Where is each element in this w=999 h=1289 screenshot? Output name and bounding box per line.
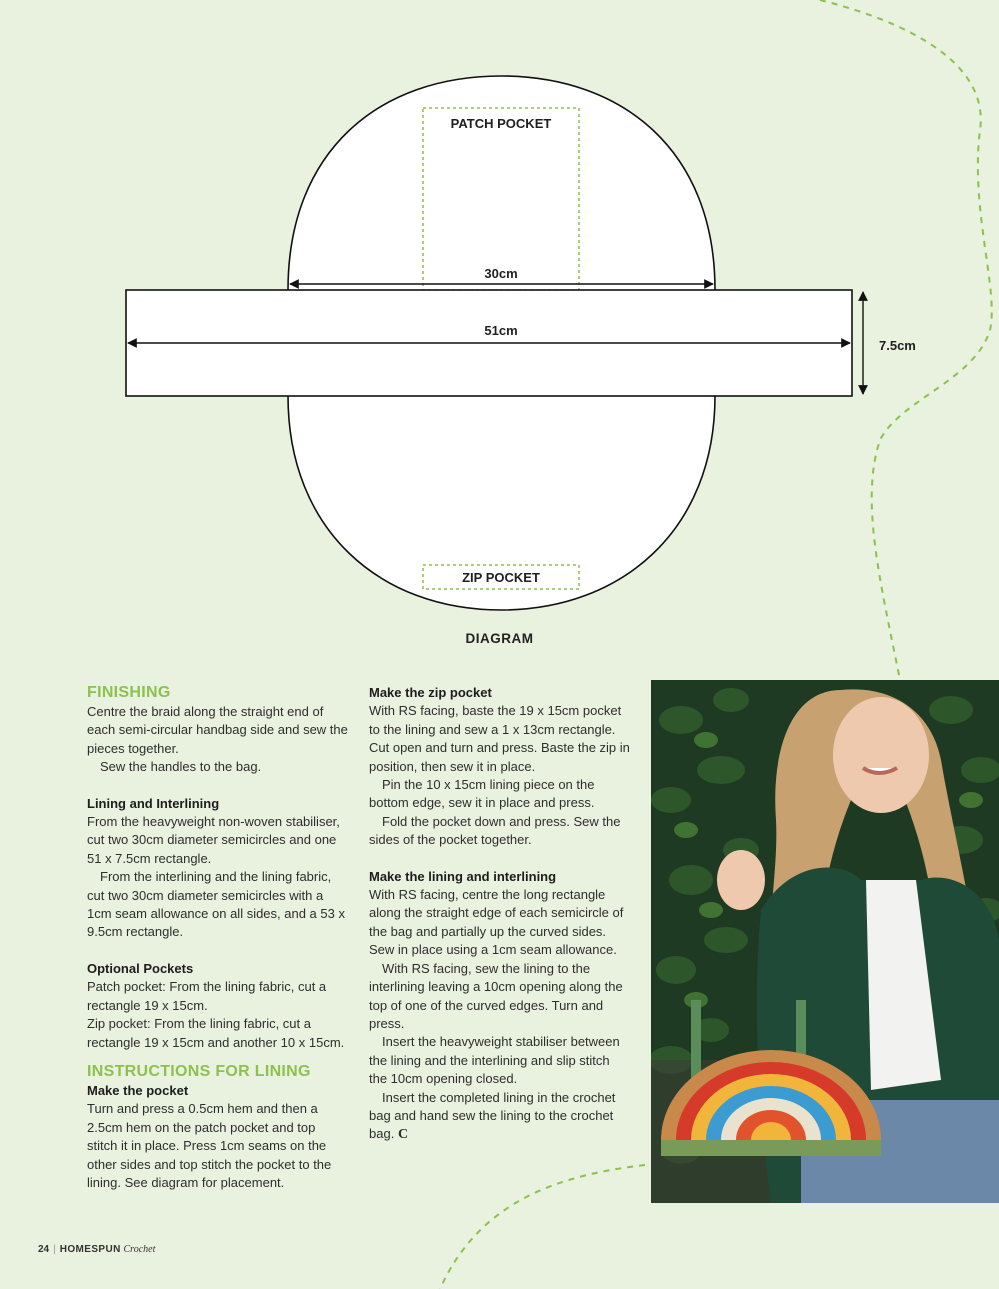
lining-interlining-paragraph-1: From the heavyweight non-woven stabiliser, cut two 30cm diameter semicircles and one 51 x 7.5cm rectangle. [87,814,340,866]
zip-pocket-paragraph-3: Fold the pocket down and press. Sew the sides of the pocket together. [369,813,621,848]
lining-assembly-paragraph-4 [369,1089,631,1145]
lining-assembly-heading: Make the lining and interlining [369,868,557,884]
finishing-heading: FINISHING [87,684,171,701]
model-photo [651,680,999,1203]
zip-pocket-paragraph-2: Pin the 10 x 15cm lining piece on the bottom edge, sew it in place and press. [369,777,595,811]
zip-pocket-heading: Make the zip pocket [369,685,492,700]
diameter-dimension-label: 30cm [484,266,518,281]
lining-assembly-paragraph-4-text: Insert the completed lining in the crochet bag and hand sew the lining to the crochet bag. [369,1089,616,1142]
lining-assembly-paragraph-2: With RS facing, sew the lining to the interlining leaving a 10cm opening along the top of one of the curved edges. Turn and press. [369,960,623,1031]
lining-assembly-paragraph-3: Insert the heavyweight stabiliser between the lining and the interlining and slip stitch the 10cm opening closed. [369,1034,620,1087]
height-dimension-label: 7.5cm [879,338,916,353]
zip-pocket-label: ZIP POCKET [462,570,540,585]
end-mark-icon: C [397,1127,409,1143]
model-photo-illustration [651,680,999,1203]
footer-separator: | [53,1244,56,1255]
patch-pocket-label: PATCH POCKET [450,116,552,131]
page-number: 24 [38,1244,50,1255]
lining-interlining-paragraph-2: From the interlining and the lining fabric, cut two 30cm diameter semicircles with a 1cm seam allowance on all sides, and a 53 x 9.5cm rectangle. [87,869,345,940]
make-pocket-heading: Make the pocket [87,1082,189,1098]
text-column-1 [87,683,349,1192]
lining-assembly-paragraph-1: With RS facing, centre the long rectangle along the straight edge of each semicircle of the bag and partially up the curved sides. Sew in place using a 1cm seam allowance. [369,887,624,958]
optional-pockets-paragraph-1: Patch pocket: From the lining fabric, cut a rectangle 19 x 15cm. [87,979,327,1013]
brand-name: HOMESPUN [59,1244,121,1255]
page-footer [38,1244,155,1255]
finishing-paragraph-1: Centre the braid along the straight end of each semi-circular handbag side and sew the pieces together. [87,704,348,756]
instructions-lining-heading: INSTRUCTIONS FOR LINING [87,1062,311,1080]
make-pocket-paragraph: Turn and press a 0.5cm hem and then a 2.5cm hem on the patch pocket and top stitch it in place. Press 1cm seams on the other sides and top stitch the pocket to the lining. See diagram for placement. [87,1101,332,1190]
finishing-paragraph-2: Sew the handles to the bag. [100,759,262,775]
diagram-title: DIAGRAM [465,631,534,646]
brand-subtitle: Crochet [123,1244,156,1255]
optional-pockets-heading: Optional Pockets [87,960,194,976]
lining-interlining-heading: Lining and Interlining [87,795,220,811]
pattern-diagram [0,60,999,660]
length-dimension-label: 51cm [484,323,518,338]
text-column-2 [369,684,631,1145]
zip-pocket-paragraph-1: With RS facing, baste the 19 x 15cm pocket to the lining and sew a 1 x 13cm rectangle. Cut open and turn and press. Baste the zip in position, then sew it in place. [369,703,630,774]
optional-pockets-paragraph-2: Zip pocket: From the lining fabric, cut a rectangle 19 x 15cm and another 10 x 15cm. [87,1016,345,1050]
